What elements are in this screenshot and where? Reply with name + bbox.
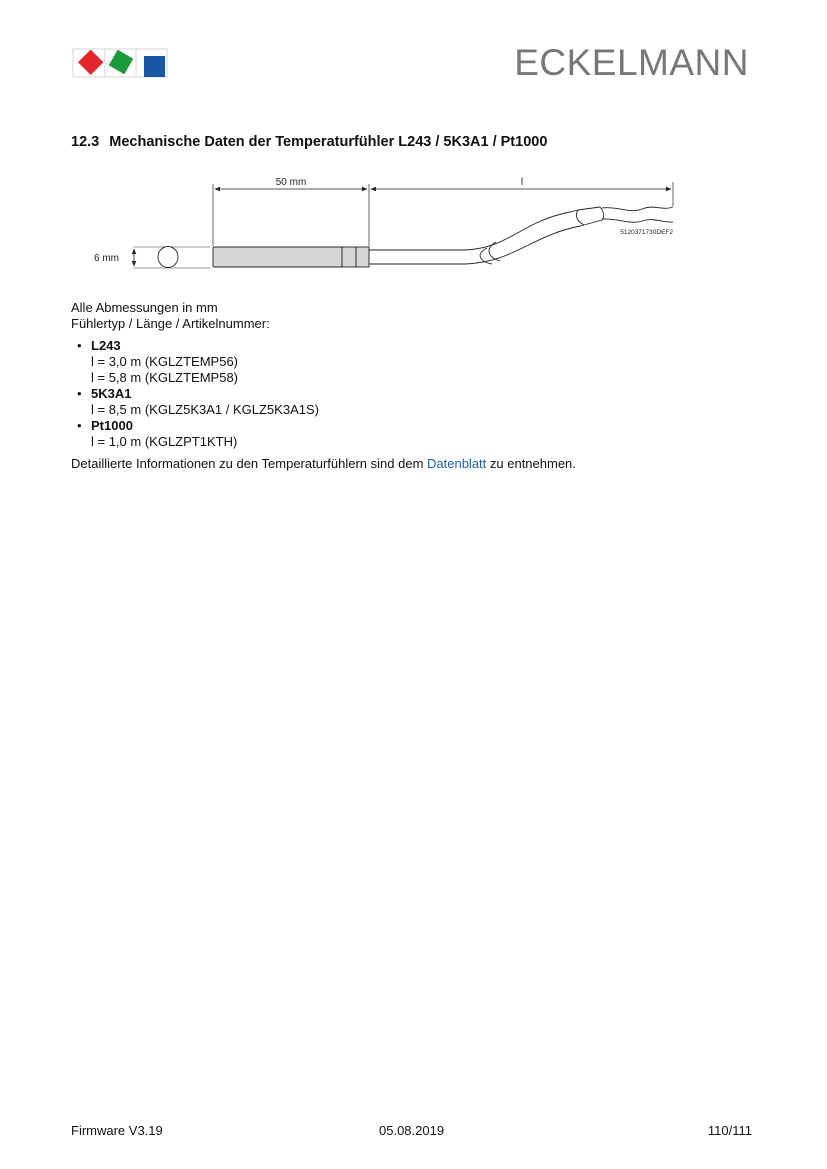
sensor-dimension-drawing: [70, 170, 690, 280]
sensor-length-line: l = 5,8 m (KGLZTEMP58): [91, 370, 239, 385]
sensor-length-line: l = 3,0 m (KGLZTEMP56): [91, 354, 239, 369]
brand-wordmark: ECKELMANN: [514, 42, 749, 83]
eckelmann-logo-icon: [72, 46, 168, 80]
section-number: 12.3: [71, 134, 100, 150]
footer-version: Firmware V3.19: [71, 1123, 163, 1138]
footer-page-number: 110/111: [707, 1123, 752, 1138]
datasheet-link[interactable]: Datenblatt: [427, 456, 487, 471]
list-item: [71, 386, 576, 418]
content-text: [71, 300, 576, 472]
datasheet-note-after: zu entnehmen.: [486, 456, 576, 471]
sensor-length-line: l = 8,5 m (KGLZ5K3A1 / KGLZ5K3A1S): [91, 402, 319, 417]
section-title: Mechanische Daten der Temperaturfühler L243 / 5K3A1 / Pt1000: [109, 134, 548, 150]
diameter-label: 6 mm: [94, 253, 119, 264]
list-item: [71, 338, 576, 386]
sensor-length-line: l = 1,0 m (KGLZPT1KTH): [91, 434, 238, 449]
list-item: [71, 418, 576, 450]
list-intro: Fühlertyp / Länge / Artikelnummer:: [71, 316, 270, 331]
bullet-icon: •: [77, 338, 82, 353]
sensor-cross-section: [158, 247, 178, 268]
sensor-type-name: Pt1000: [91, 418, 133, 433]
section-heading: [71, 134, 547, 150]
datasheet-note: [71, 456, 576, 472]
length-dimension-label: 50 mm: [275, 177, 307, 188]
footer-date: 05.08.2019: [379, 1123, 445, 1138]
bullet-icon: •: [77, 386, 82, 401]
sensor-type-name: L243: [91, 338, 121, 353]
datasheet-note-before: Detaillierte Informationen zu den Temperaturfühlern sind dem: [71, 456, 428, 471]
sensor-type-list: [71, 338, 576, 450]
dimensions-note: Alle Abmessungen in mm: [71, 300, 218, 315]
cable-dimension-label: l: [520, 177, 524, 188]
part-code-label: 5120371730DEF2: [620, 229, 673, 236]
bullet-icon: •: [77, 418, 82, 433]
sensor-type-name: 5K3A1: [91, 386, 132, 401]
sensor-body: [213, 247, 369, 267]
